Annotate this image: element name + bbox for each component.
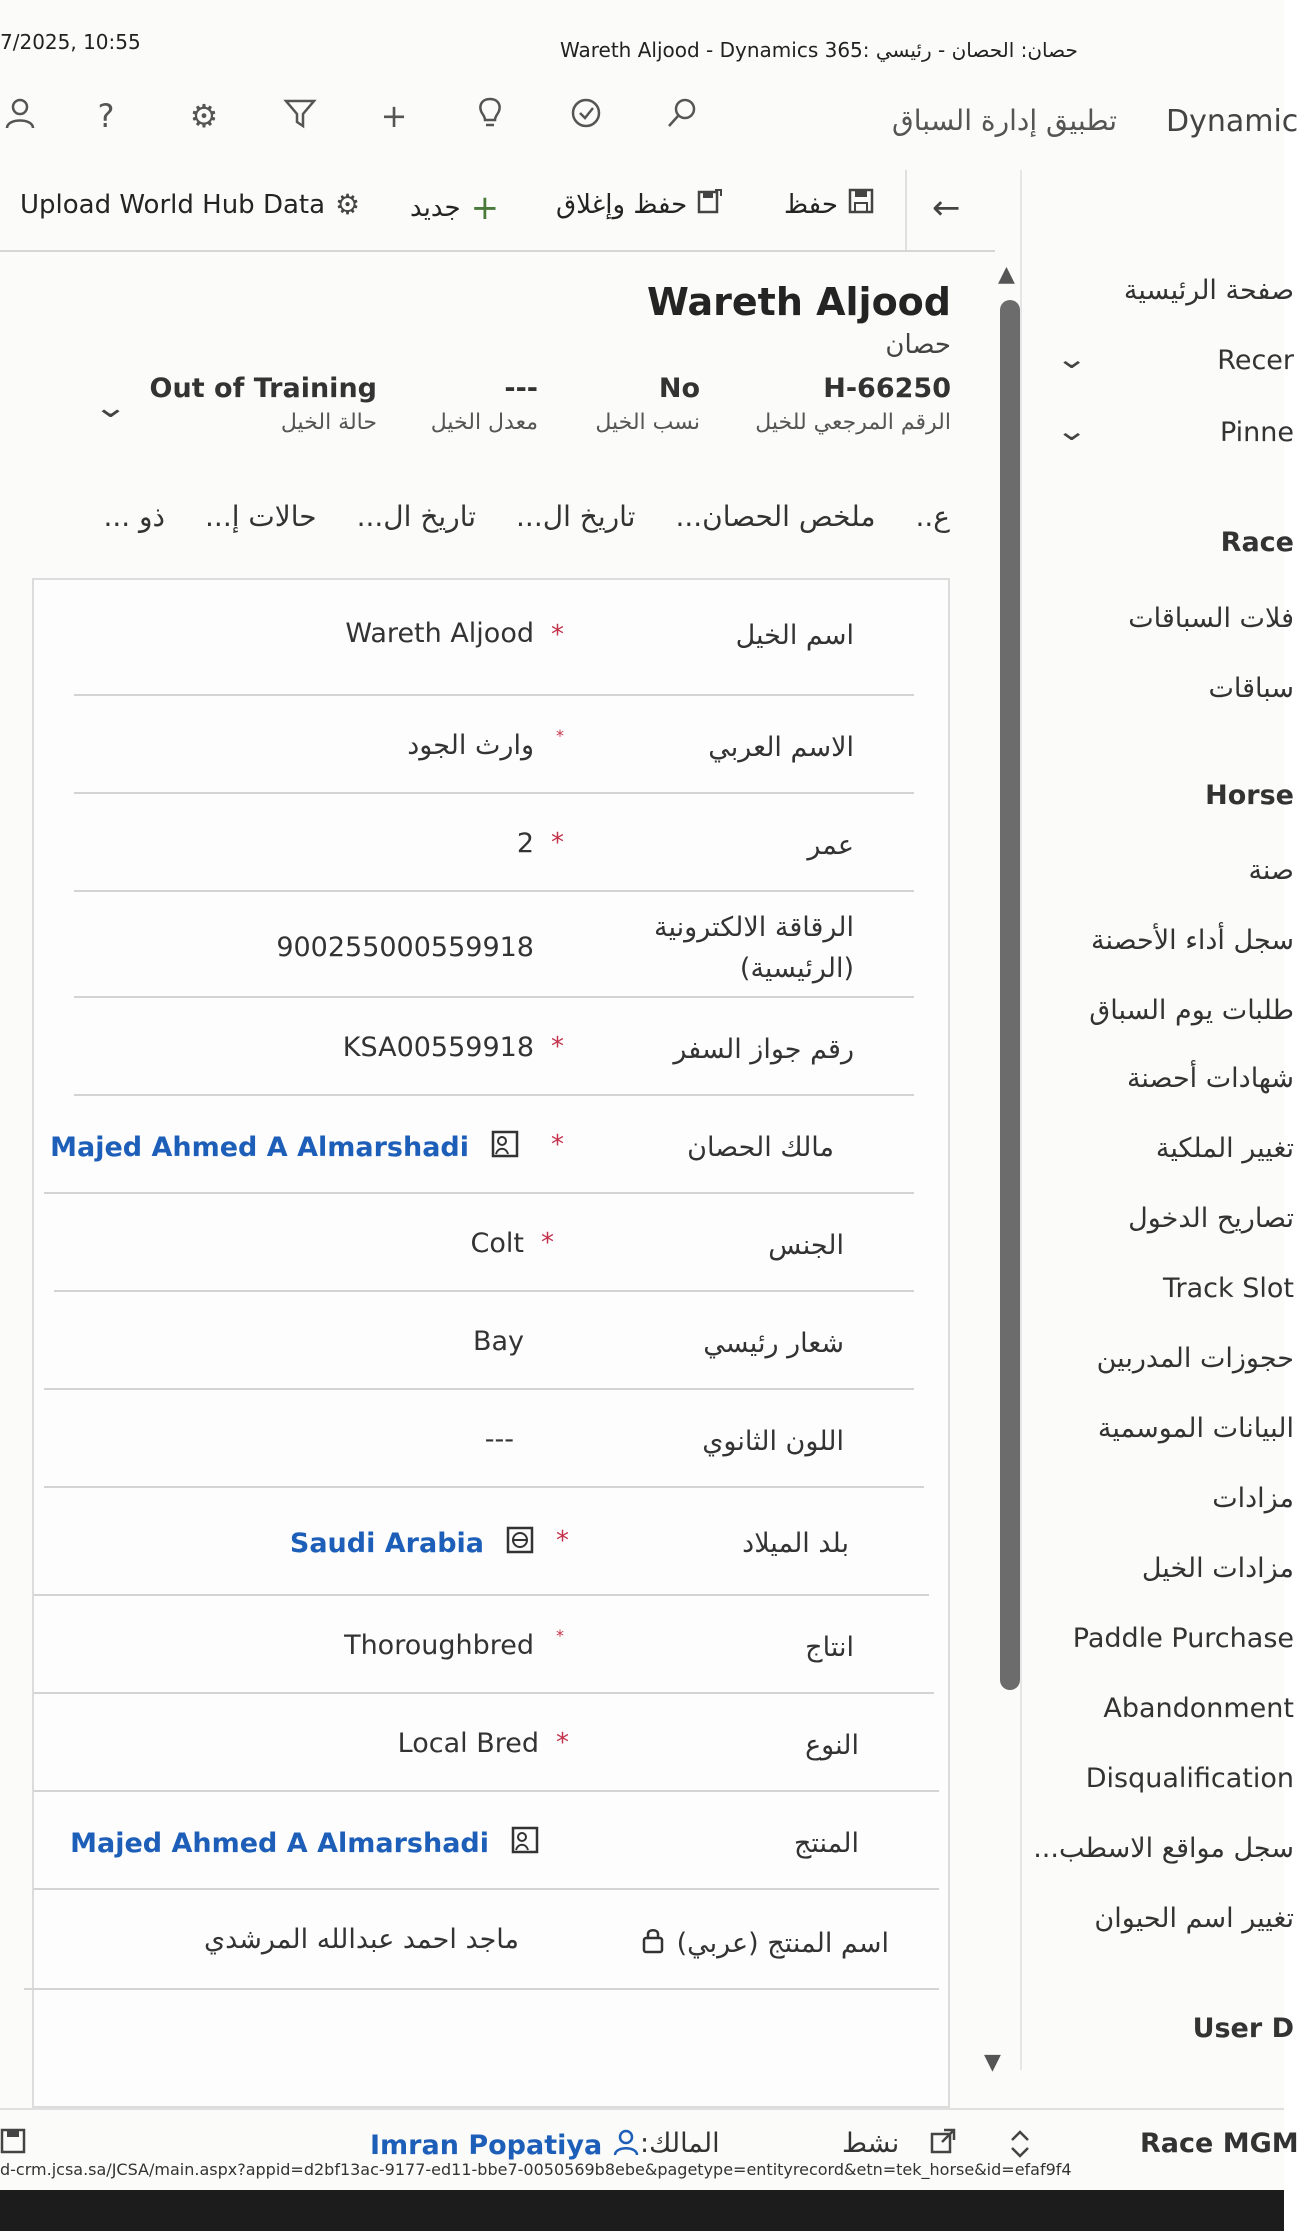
field-value[interactable]: وارث الجود <box>407 730 534 761</box>
sidebar-item-paddle-purchase[interactable]: Paddle Purchase <box>1072 1623 1294 1654</box>
person-icon <box>612 2128 640 2163</box>
owner-lookup-link[interactable] <box>50 1130 519 1164</box>
upload-world-hub-button[interactable] <box>20 188 360 221</box>
field-label: النوع <box>805 1730 859 1761</box>
print-url: d-crm.jcsa.sa/JCSA/main.aspx?appid=d2bf13ac-9177-ed11-bbe7-0050569b8ebe&pagetype=entityrecord&etn=tek_horse&id=efaf9f4 <box>0 2160 1072 2179</box>
field-label: عمر <box>807 830 854 861</box>
field-production[interactable] <box>34 1596 934 1694</box>
field-horse-name[interactable] <box>74 580 914 696</box>
field-passport-number[interactable] <box>74 998 914 1096</box>
field-label-group <box>641 1926 889 1961</box>
field-label: الاسم العربي <box>708 732 854 763</box>
sidebar <box>980 255 1294 2155</box>
filter-icon[interactable] <box>280 96 320 136</box>
breeder-lookup-link[interactable] <box>70 1826 539 1860</box>
divider <box>905 170 907 250</box>
field-birth-country[interactable] <box>34 1488 929 1596</box>
field-label: الرقاقة الالكترونية (الرئيسية) <box>654 912 854 984</box>
sidebar-group-user: User D <box>1192 2013 1294 2044</box>
field-label: اسم المنتج (عربي) <box>676 1928 889 1959</box>
field-age[interactable] <box>74 794 914 892</box>
required-marker: * <box>556 1526 569 1556</box>
field-sex[interactable] <box>54 1194 914 1292</box>
scroll-up-arrow[interactable]: ▲ <box>998 262 1015 287</box>
save-label: حفظ <box>784 189 838 220</box>
header-field-status <box>150 373 377 435</box>
save-icon <box>848 188 874 221</box>
contact-card-icon <box>491 1130 519 1164</box>
sidebar-item-entry-permits[interactable]: تصاريح الدخول <box>1128 1203 1294 1234</box>
sidebar-item-recent[interactable]: Recer <box>1217 345 1294 376</box>
tab-related[interactable]: ذو ... <box>103 500 166 533</box>
record-status: نشط <box>842 2128 900 2159</box>
form-section <box>32 578 950 2108</box>
gear-icon[interactable]: ⚙ <box>189 97 219 135</box>
sidebar-group-horse: Horse <box>1205 780 1294 811</box>
field-breeder[interactable] <box>34 1792 939 1890</box>
chevron-down-icon[interactable]: ⌄ <box>1055 414 1089 447</box>
field-horse-owner[interactable] <box>44 1096 914 1194</box>
form-tabs <box>40 500 950 550</box>
field-value: ماجد احمد عبدالله المرشدي <box>203 1924 519 1955</box>
new-button[interactable] <box>410 188 499 228</box>
sidebar-item-trainer-bookings[interactable]: حجوزات المدربين <box>1096 1343 1294 1374</box>
app-title[interactable]: تطبيق إدارة السباق <box>892 104 1118 137</box>
sidebar-item-horse-performance[interactable]: سجل أداء الأحصنة <box>1090 925 1294 956</box>
sidebar-item-animal-rename[interactable]: تغيير اسم الحيوان <box>1094 1903 1294 1934</box>
tab-history-2[interactable]: تاريخ ال... <box>356 500 477 533</box>
check-circle-icon[interactable] <box>566 96 606 136</box>
header-field-pedigree <box>595 373 700 435</box>
upload-label: Upload World Hub Data <box>20 189 326 220</box>
search-icon[interactable] <box>662 96 702 136</box>
field-label: اللون الثانوي <box>702 1426 844 1457</box>
print-title: حصان: الحصان - رئيسي :Wareth Aljood - Dynamics 365 <box>560 38 1078 62</box>
header-field-value: H-66250 <box>823 373 951 404</box>
field-secondary-color[interactable] <box>44 1390 924 1488</box>
header-field-label: الرقم المرجعي للخيل <box>755 410 951 435</box>
owner-link[interactable] <box>370 2128 640 2163</box>
sidebar-item-abandonment[interactable]: Abandonment <box>1103 1693 1294 1724</box>
field-value[interactable]: 900255000559918 <box>276 932 534 963</box>
chevron-down-icon[interactable]: ⌄ <box>1055 342 1089 375</box>
arrow-left-icon: ← <box>932 188 961 228</box>
record-title: Wareth Aljood <box>646 280 951 324</box>
field-microchip[interactable] <box>74 892 914 998</box>
contact-card-icon <box>511 1826 539 1860</box>
save-close-icon <box>697 188 723 221</box>
header-field-value: Out of Training <box>149 373 377 404</box>
sidebar-item-pinned[interactable]: Pinne <box>1219 417 1294 448</box>
field-value[interactable]: Colt <box>470 1228 524 1259</box>
field-value[interactable]: --- <box>484 1424 514 1455</box>
area-switcher[interactable]: Race MGM <box>1140 2128 1299 2159</box>
status-bar <box>0 2108 1299 2168</box>
field-label: بلد الميلاد <box>742 1528 849 1559</box>
lock-icon <box>641 1926 665 1961</box>
tab-cases[interactable]: حالات إ... <box>205 500 317 533</box>
save-status-icon[interactable] <box>0 2128 26 2161</box>
required-marker: * <box>551 828 564 858</box>
sidebar-item-auctions[interactable]: مزادات <box>1212 1483 1294 1514</box>
gear-icon: ⚙ <box>335 188 361 221</box>
field-label: انتاج <box>805 1632 854 1663</box>
field-label: اسم الخيل <box>735 620 854 651</box>
command-bar <box>0 170 995 252</box>
header-field-value: --- <box>504 373 538 404</box>
save-button[interactable] <box>784 188 874 221</box>
sidebar-item-horse-certificates[interactable]: شهادات أحصنة <box>1126 1063 1294 1094</box>
field-value[interactable]: Bay <box>472 1326 524 1357</box>
required-marker: * <box>551 1032 564 1062</box>
field-value[interactable]: 2 <box>516 828 534 859</box>
sidebar-item-ownership-change[interactable]: تغيير الملكية <box>1155 1133 1294 1164</box>
sidebar-item-races[interactable]: سباقات <box>1208 673 1294 704</box>
field-value[interactable]: Wareth Aljood <box>345 618 534 649</box>
plus-icon: + <box>470 188 500 228</box>
field-label: شعار رئيسي <box>703 1328 844 1359</box>
required-marker: * <box>541 1228 554 1258</box>
chevron-down-icon[interactable]: ⌄ <box>92 390 129 425</box>
new-label: جديد <box>410 193 461 223</box>
sidebar-item-disqualification[interactable]: Disqualification <box>1085 1763 1294 1794</box>
required-marker: * <box>556 1728 569 1758</box>
field-type[interactable] <box>34 1694 939 1792</box>
header-field-rating <box>431 373 538 435</box>
required-marker: * <box>556 726 564 745</box>
globe-icon <box>506 1526 534 1560</box>
print-date: 7/2025, 10:55 <box>0 30 141 54</box>
bottom-strip <box>0 2190 1284 2231</box>
field-label: رقم جواز السفر <box>673 1034 854 1065</box>
sidebar-item-race-meetings[interactable]: فلات السباقات <box>1128 603 1294 634</box>
record-entity-type: حصان <box>885 330 951 360</box>
header-field-label: معدل الخيل <box>430 410 538 435</box>
person-icon[interactable] <box>0 96 40 136</box>
help-icon[interactable]: ? <box>97 97 115 135</box>
header-field-horse-ref <box>755 373 951 435</box>
sidebar-group-race: Race <box>1220 527 1294 558</box>
sidebar-item-stable-locations[interactable]: سجل مواقع الاسطب... <box>1033 1833 1294 1864</box>
header-field-label: حالة الخيل <box>280 410 377 435</box>
field-value: Majed Ahmed A Almarshadi <box>50 1131 469 1163</box>
save-close-button[interactable] <box>556 188 723 221</box>
sidebar-item-home[interactable]: صفحة الرئيسية <box>1123 275 1294 306</box>
owner-name: Imran Popatiya <box>370 2130 603 2161</box>
header-field-label: نسب الخيل <box>595 410 700 435</box>
lightbulb-icon[interactable] <box>470 96 510 136</box>
field-main-color[interactable] <box>44 1292 914 1390</box>
field-value: Saudi Arabia <box>289 1527 484 1559</box>
save-close-label: حفظ وإغلاق <box>556 189 688 220</box>
sidebar-item-raceday-requests[interactable]: طلبات يوم السباق <box>1089 995 1294 1026</box>
sidebar-item-horses[interactable]: صنة <box>1248 855 1294 886</box>
sidebar-item-seasonal-data[interactable]: البيانات الموسمية <box>1097 1413 1294 1444</box>
sidebar-item-horse-auctions[interactable]: مزادات الخيل <box>1141 1553 1294 1584</box>
country-lookup-link[interactable] <box>290 1526 534 1560</box>
plus-icon[interactable]: + <box>380 97 408 135</box>
scroll-down-arrow[interactable]: ▼ <box>984 2050 1001 2075</box>
tab-general[interactable]: ع.. <box>915 500 950 533</box>
field-value[interactable]: Local Bred <box>397 1728 539 1759</box>
sidebar-item-track-slot[interactable]: Track Slot <box>1163 1273 1294 1304</box>
required-marker: * <box>556 1626 564 1645</box>
field-value[interactable]: Thoroughbred <box>344 1630 534 1661</box>
field-label: مالك الحصان <box>687 1132 834 1163</box>
required-marker: * <box>551 1130 564 1160</box>
field-value[interactable]: KSA00559918 <box>342 1032 534 1063</box>
owner-label: المالك: <box>640 2128 720 2159</box>
field-label: الجنس <box>768 1230 844 1261</box>
field-arabic-name[interactable] <box>74 696 914 794</box>
back-button[interactable] <box>932 188 961 228</box>
field-value: Majed Ahmed A Almarshadi <box>70 1827 489 1859</box>
tab-history-1[interactable]: تاريخ ال... <box>516 500 636 533</box>
tab-horse-summary[interactable]: ملخص الحصان... <box>675 500 876 533</box>
open-new-window-icon[interactable] <box>930 2128 956 2161</box>
field-label: المنتج <box>793 1828 859 1859</box>
field-breeder-arabic-name[interactable] <box>24 1890 939 1990</box>
brand-name[interactable]: Dynamic <box>1166 104 1299 139</box>
header-field-value: No <box>658 373 700 404</box>
required-marker: * <box>551 620 564 650</box>
